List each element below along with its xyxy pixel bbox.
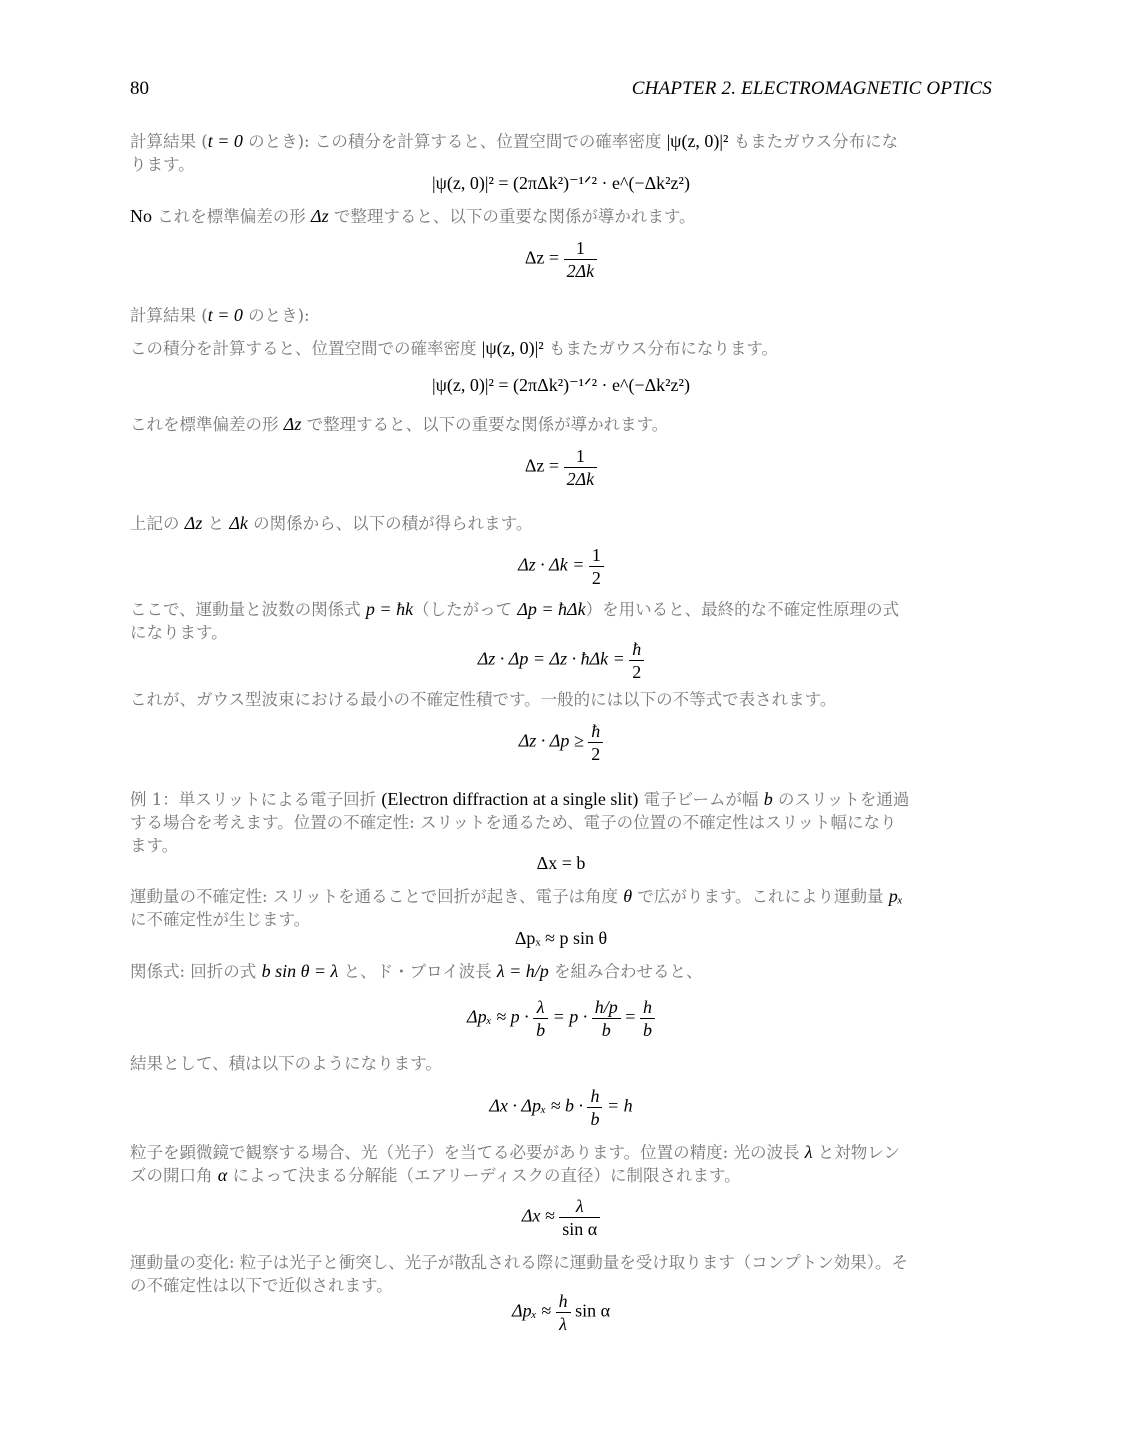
fraction: $\frac{1}{2\Delta k}$ xyxy=(564,445,598,490)
fraction: $\frac{h/p}{b}$ xyxy=(592,996,621,1041)
running-header xyxy=(130,78,992,104)
equation-inequality: Δz · Δp ≥ $\frac{ħ}{2}$ xyxy=(130,720,992,765)
fraction: $\frac{\lambda}{b}$ xyxy=(533,996,548,1041)
paragraph-1: 計算結果 (t = 0 のとき): この積分を計算すると、位置空間での確率密度 |ψ(z, 0)|² もまたガウス分布にな ります。 xyxy=(130,131,899,174)
equation-momentum-change: Δpₓ ≈ $\frac{h}{\lambda}$ sin α xyxy=(512,1291,610,1334)
equation-delta-z-repeat: Δz = $\frac{1}{2\Delta k}$ xyxy=(130,445,992,490)
paragraph-14: 運動量の変化: 粒子は光子と衝突し、光子が散乱される際に運動量を受け取ります（コンプトン効果）。そ の不確定性は以下で近似されます。 xyxy=(130,1253,909,1295)
document-page xyxy=(130,0,992,1452)
equation-delta-x: Δx = b xyxy=(536,853,586,873)
paragraph-4: この積分を計算すると、位置空間での確率密度 |ψ(z, 0)|² もまたガウス分布になります。 xyxy=(130,338,779,358)
fraction: $\frac{h}{b}$ xyxy=(640,996,655,1041)
equation-delta-px: Δpₓ ≈ p sin θ xyxy=(514,928,608,948)
equation-psi-density-repeat: |ψ(z, 0)|² = (2πΔk²)⁻¹ᐟ² · e^(−Δk²z²) xyxy=(432,375,690,395)
fraction: $\frac{ħ}{2}$ xyxy=(588,720,603,765)
paragraph-11: 関係式: 回折の式 b sin θ = λ と、ド・ブロイ波長 λ = h/p を組み合わせると、 xyxy=(130,961,703,981)
chapter-title: CHAPTER 2. ELECTROMAGNETIC OPTICS xyxy=(631,78,992,99)
paragraph-6: 上記の Δz と Δk の関係から、以下の積が得られます。 xyxy=(130,513,533,533)
equation-psi-density: |ψ(z, 0)|² = (2πΔk²)⁻¹ᐟ² · e^(−Δk²z²) xyxy=(432,173,690,193)
equation-uncertainty: Δz · Δp = Δz · ħΔk = $\frac{ħ}{2}$ xyxy=(130,638,992,683)
paragraph-5: これを標準偏差の形 Δz で整理すると、以下の重要な関係が導かれます。 xyxy=(130,414,669,434)
equation-delta-z: Δz = $\frac{1}{2\Delta k}$ xyxy=(130,237,992,282)
fraction: $\frac{h}{b}$ xyxy=(587,1085,602,1130)
paragraph-2: No これを標準偏差の形 Δz で整理すると、以下の重要な関係が導かれます。 xyxy=(130,206,696,226)
paragraph-3: 計算結果 (t = 0 のとき): xyxy=(130,305,310,325)
paragraph-10: 運動量の不確定性: スリットを通ることで回折が起き、電子は角度 θ で広がります。これにより運動量 pₓ に不確定性が生じます。 xyxy=(130,886,903,929)
paragraph-12: 結果として、積は以下のようになります。 xyxy=(130,1054,442,1073)
paragraph-7: ここで、運動量と波数の関係式 p = ħk（したがって Δp = ħΔk）を用いると、最終的な不確定性原理の式 になります。 xyxy=(130,599,900,642)
equation-result: Δx · Δpₓ ≈ b · $\frac{h}{b}$ = h xyxy=(489,1086,633,1129)
fraction: $\frac{h}{\lambda}$ xyxy=(556,1290,571,1335)
paragraph-9: 例 1：単スリットによる電子回折 (Electron diffraction at a single slit) 電子ビームが幅 b のスリットを通過 する場合を考えます。位置の不確定性: スリットを通るため、電子の位置の不確定性はスリット幅になり ます。 xyxy=(130,789,910,855)
page-number: 80 xyxy=(130,78,149,99)
fraction: $\frac{\lambda}{\text{sin α}}$ xyxy=(559,1195,600,1240)
fraction: $\frac{1}{2\Delta k}$ xyxy=(564,237,598,282)
equation-product: Δz · Δk = $\frac{1}{2}$ xyxy=(130,544,992,589)
paragraph-13: 粒子を顕微鏡で観察する場合、光（光子）を当てる必要があります。位置の精度: 光の波長 λ と対物レン ズの開口角 α によって決まる分解能（エアリーディスクの直径）に制限されます。 xyxy=(130,1142,900,1185)
fraction: $\frac{1}{2}$ xyxy=(589,544,604,589)
equation-delta-px-expanded: Δpₓ ≈ p · $\frac{\lambda}{b}$ = p · $\frac{h/p}{b}$ = $\frac{h}{b}$ xyxy=(130,996,992,1041)
fraction: $\frac{ħ}{2}$ xyxy=(629,638,644,683)
paragraph-8: これが、ガウス型波束における最小の不確定性積です。一般的には以下の不等式で表されます。 xyxy=(130,690,837,709)
equation-microscope: Δx ≈ $\frac{\lambda}{\text{sin α}}$ xyxy=(130,1195,992,1240)
